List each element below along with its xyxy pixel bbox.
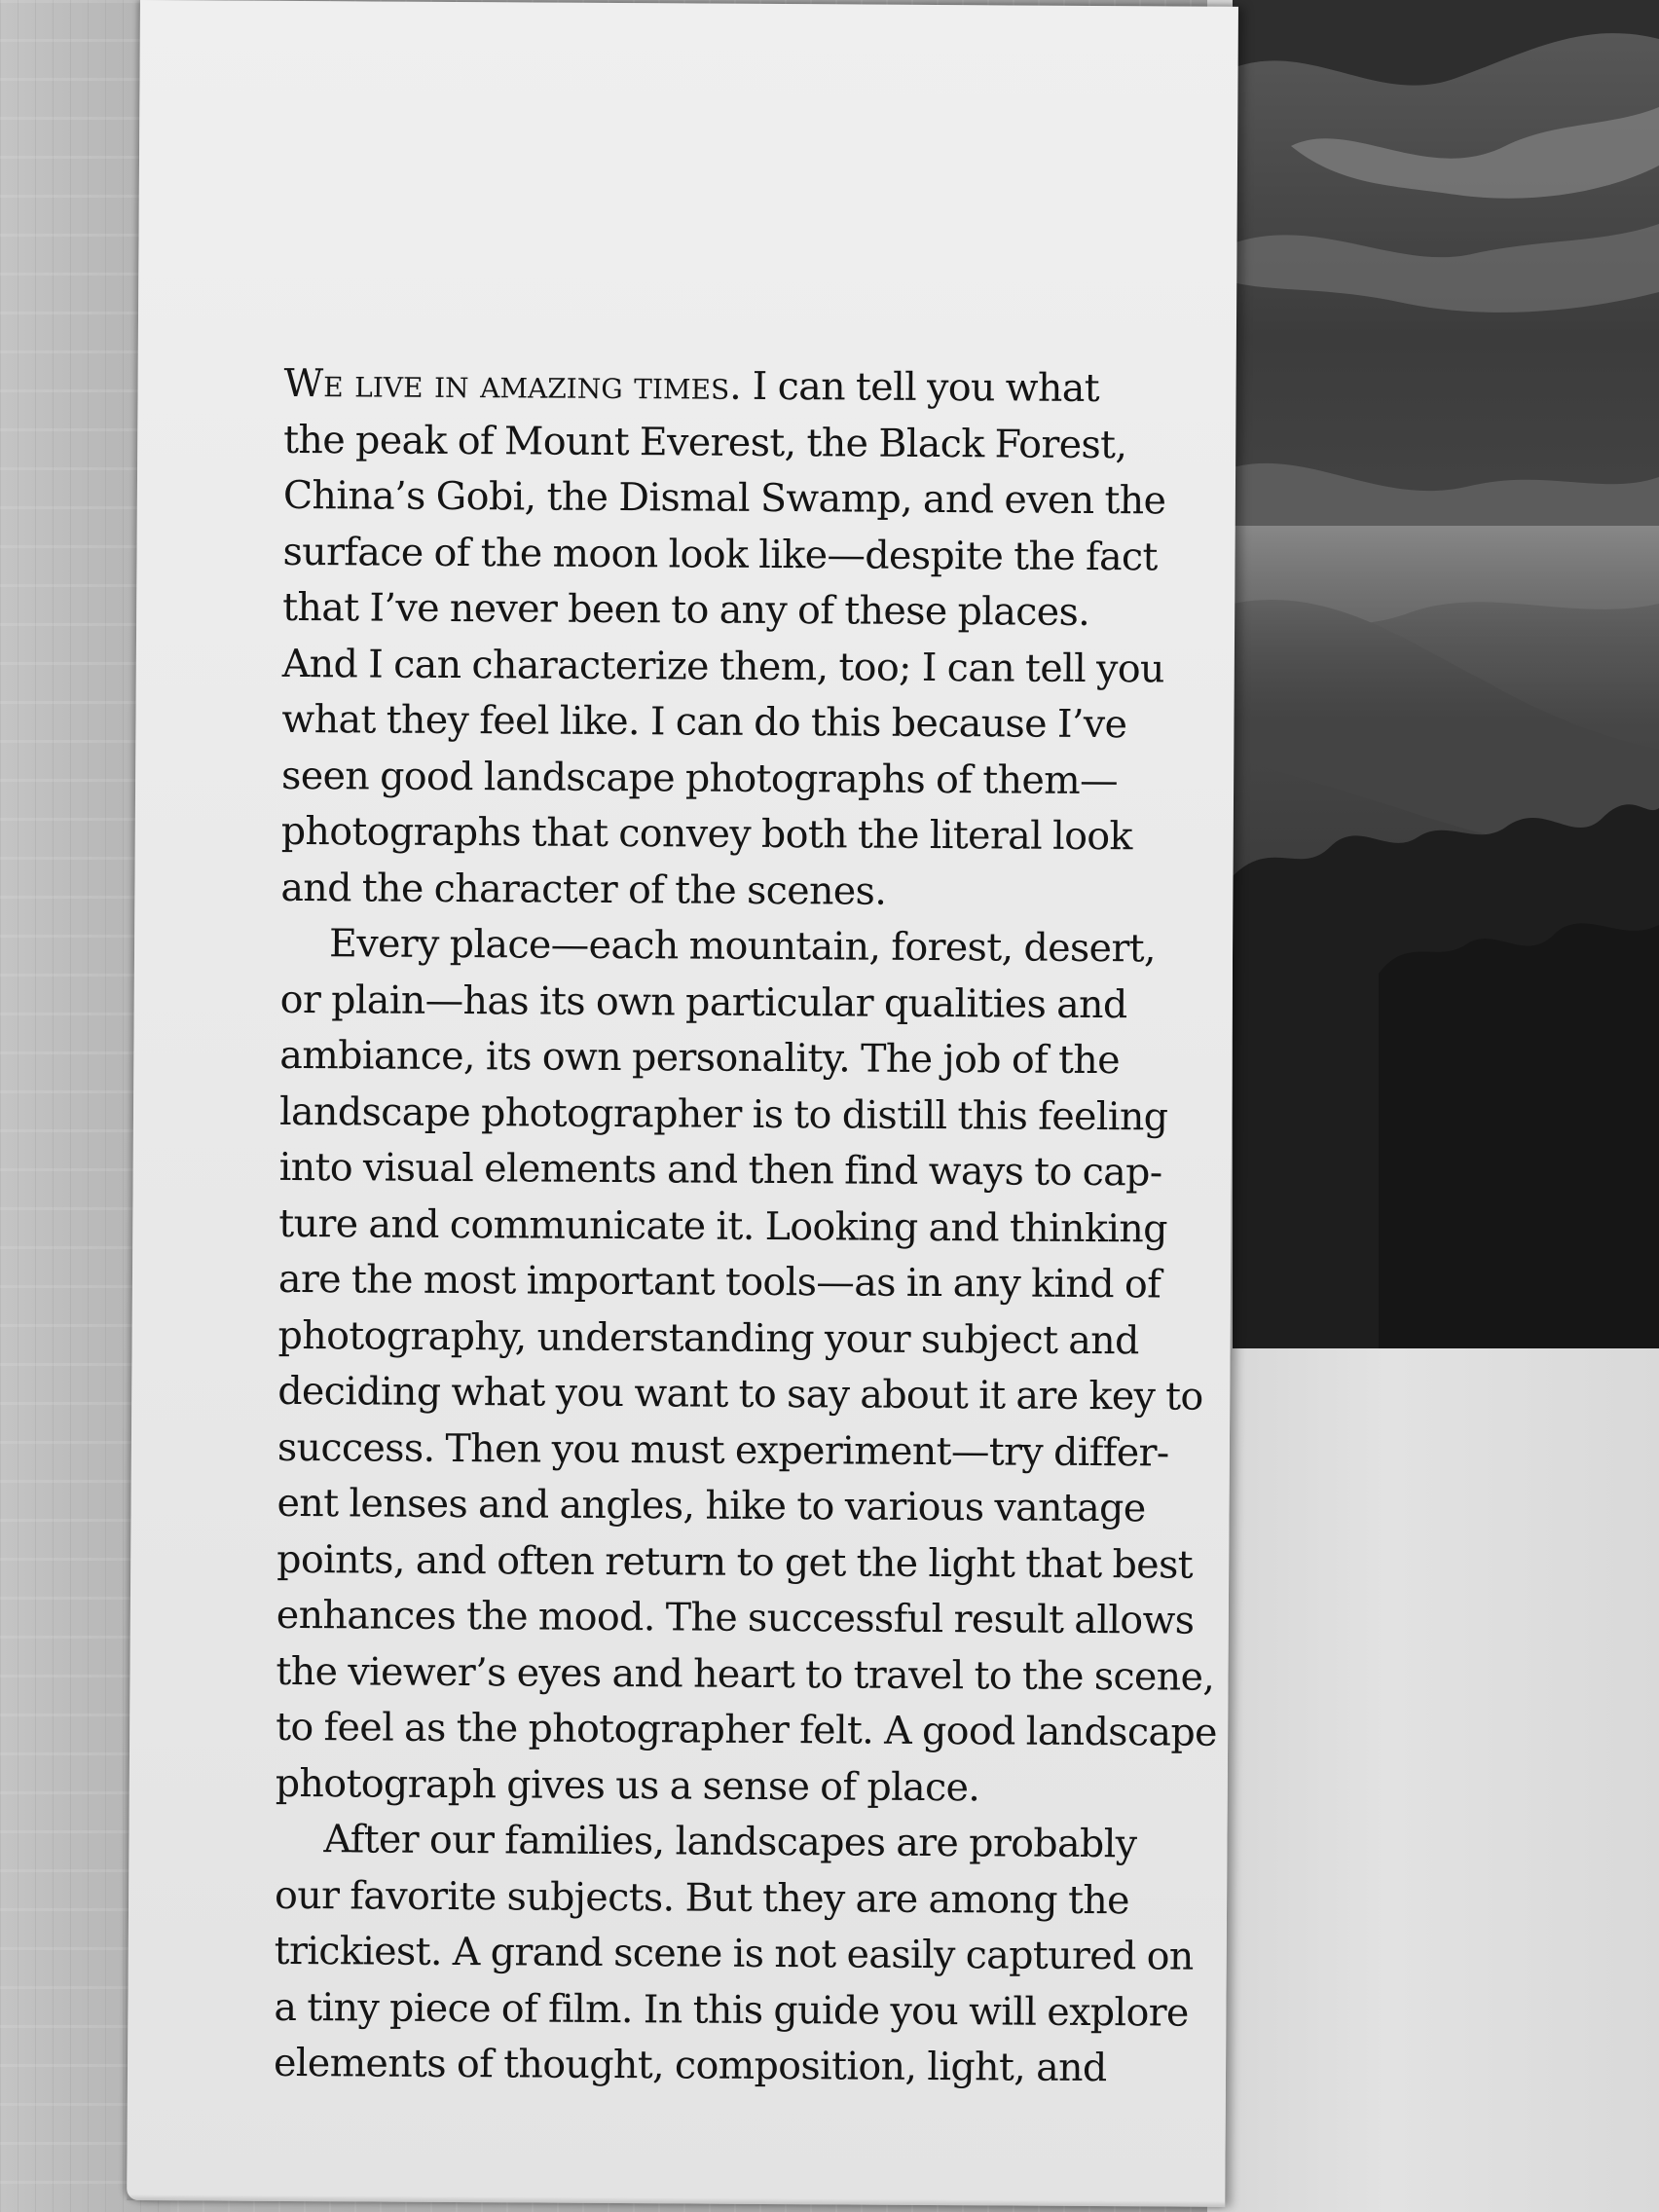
text-line: landscape photographer is to distill this feeling: [278, 1088, 1168, 1139]
text-line: photographs that convey both the literal look: [280, 808, 1132, 860]
text-line: into visual elements and then find ways to cap-: [278, 1144, 1162, 1196]
text-line: points, and often return to get the light that best: [276, 1536, 1194, 1588]
text-line: our favorite subjects. But they are among the: [274, 1872, 1130, 1923]
text-line: Every place—each mountain, forest, desert,: [328, 921, 1157, 972]
text-line: trickiest. A grand scene is not easily captured on: [274, 1928, 1194, 1979]
text-line: that I’ve never been to any of these places.: [282, 584, 1090, 635]
text-line: enhances the mood. The successful result allows: [276, 1592, 1195, 1643]
landscape-photograph: [1233, 0, 1659, 1348]
text-line: or plain—has its own particular qualities and: [279, 977, 1127, 1027]
paragraph-2: [275, 916, 1218, 1817]
book-page: [127, 0, 1238, 2207]
text-line: are the most important tools—as in any kind of: [277, 1256, 1161, 1308]
text-line: and the character of the scenes.: [280, 865, 887, 914]
text-line: the peak of Mount Everest, the Black Forest,: [283, 417, 1127, 467]
text-line: [283, 356, 1160, 418]
text-line: success. Then you must experiment—try differ-: [276, 1424, 1169, 1475]
lead-in: We live in amazing times.: [283, 360, 742, 409]
text-line: the viewer’s eyes and heart to travel to the scene,: [276, 1648, 1215, 1700]
paragraph-3: [273, 1812, 1194, 2097]
text-line: ent lenses and angles, hike to various vantage: [276, 1480, 1146, 1531]
text-line: seen good landscape photographs of them—: [280, 753, 1119, 803]
landscape-photo-graphic: [1233, 0, 1659, 1348]
page-bottom-edge: [127, 2194, 1225, 2207]
text-line: to feel as the photographer felt. A good landscape: [276, 1704, 1218, 1755]
text-line: surface of the moon look like—despite the fact: [282, 529, 1158, 579]
text-line: what they feel like. I can do this because I’ve: [281, 696, 1127, 748]
text-line: deciding what you want to say about it are key to: [277, 1368, 1203, 1419]
paragraph-1: [280, 356, 1166, 921]
text-line: photograph gives us a sense of place.: [275, 1760, 980, 1810]
body-text: [273, 356, 1218, 2097]
text-line: photography, understanding your subject and: [277, 1312, 1139, 1363]
text-line: ture and communicate it. Looking and thinking: [278, 1200, 1167, 1251]
text-line: After our families, landscapes are probably: [323, 1817, 1137, 1867]
text-line: China’s Gobi, the Dismal Swamp, and even the: [282, 472, 1166, 524]
text-line: elements of thought, composition, light, and: [273, 2040, 1107, 2091]
text-line: And I can characterize them, too; I can tell you: [281, 641, 1164, 691]
text-line: ambiance, its own personality. The job of the: [279, 1032, 1121, 1084]
text-line: a tiny piece of film. In this guide you will explore: [274, 1984, 1189, 2036]
line-text: I can tell you what: [741, 363, 1100, 412]
